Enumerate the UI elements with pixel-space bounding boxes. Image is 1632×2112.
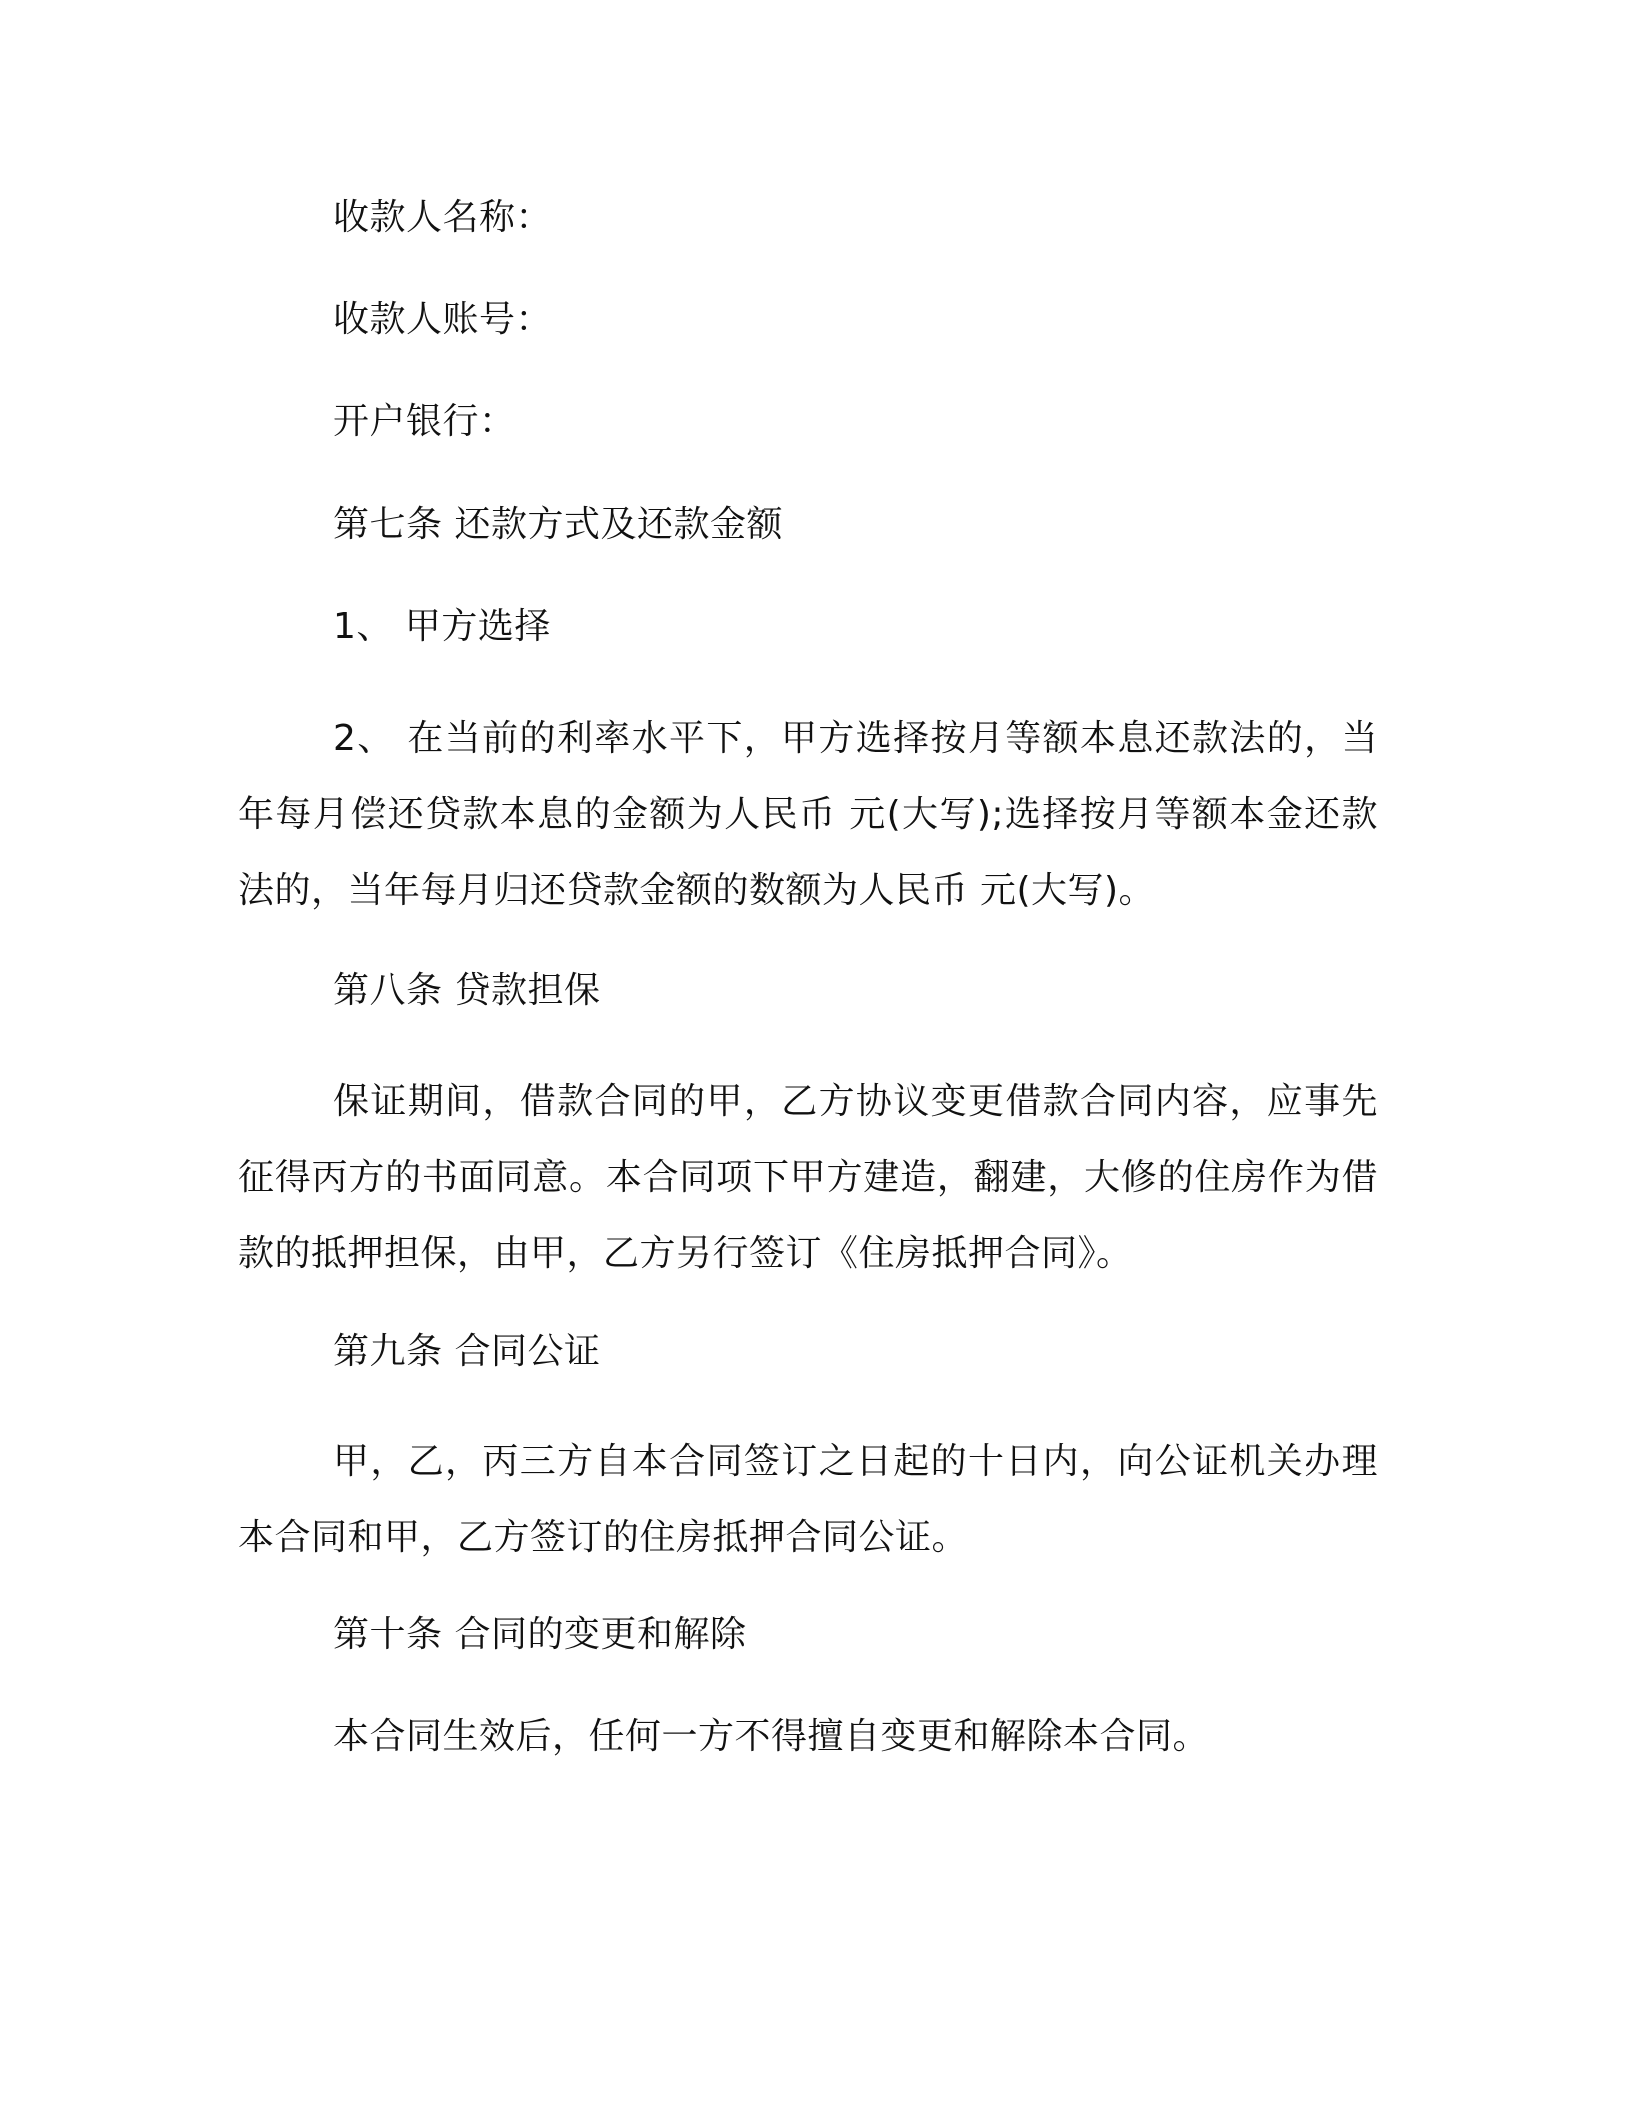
article7-item1: 1、 甲方选择 [333, 606, 551, 647]
bank-line: 开户银行： [333, 401, 516, 442]
article9-title: 第九条 合同公证 [333, 1331, 601, 1372]
article9-body-paragraph: 甲，乙，丙三方自本合同签订之日起的十日内，向公证机关办理本合同和甲，乙方签订的住房抵押合同公证。 [238, 1441, 1378, 1558]
payee-name-line: 收款人名称： [333, 197, 553, 238]
article10-title: 第十条 合同的变更和解除 [333, 1614, 747, 1655]
article8-title: 第八条 贷款担保 [333, 970, 601, 1011]
article7-item2-paragraph: 2、 在当前的利率水平下，甲方选择按月等额本息还款法的，当年每月偿还贷款本息的金额为人民币 元(大写);选择按月等额本金还款法的，当年每月归还贷款金额的数额为人民币 元(大写)。 [238, 718, 1378, 911]
payee-account-line: 收款人账号： [333, 299, 553, 340]
article8-body-paragraph: 保证期间，借款合同的甲，乙方协议变更借款合同内容，应事先征得丙方的书面同意。本合同项下甲方建造，翻建，大修的住房作为借款的抵押担保，由甲，乙方另行签订《住房抵押合同》。 [238, 1081, 1378, 1274]
article7-title: 第七条 还款方式及还款金额 [333, 504, 783, 545]
article10-body: 本合同生效后，任何一方不得擅自变更和解除本合同。 [333, 1716, 1210, 1757]
